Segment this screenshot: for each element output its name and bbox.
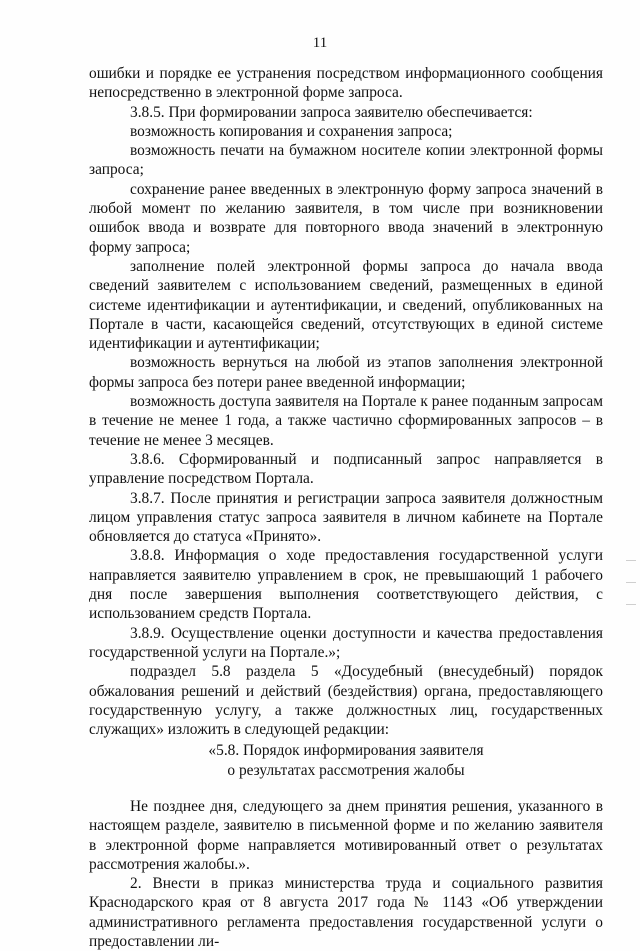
paragraph: 3.8.5. При формировании запроса заявителю обеспечивается: xyxy=(130,103,533,121)
section-heading-line-2: о результатах рассмотрения жалобы xyxy=(227,761,465,779)
page-number: 11 xyxy=(312,35,328,51)
paragraph: возможность доступа заявителя на Портале к ранее поданным запросам в течение не менее 1 года, а также частично сформированных запросов – в течение не менее 3 месяцев. xyxy=(89,393,603,449)
paragraph: заполнение полей электронной формы запроса до начала ввода сведений заявителем с использованием сведений, размещенных в единой системе идентификации и аутентификации, и сведений, опубликованных на Портале в части, касающейся сведений, отсутствующих в единой системе идентификации и аутентификации; xyxy=(89,257,603,353)
paragraph: 3.8.9. Осуществление оценки доступности и качества предоставления государственной услуги на Портале.»; xyxy=(89,624,603,661)
paragraph: 3.8.7. После принятия и регистрации запроса заявителя должностным лицом управления статус запроса заявителя в личном кабинете на Портале обновляется до статуса «Принято». xyxy=(89,489,603,546)
paragraph: 3.8.6. Сформированный и подписанный запрос направляется в управление посредством Портала. xyxy=(89,450,603,488)
margin-tick xyxy=(626,582,636,583)
paragraph: сохранение ранее введенных в электронную форму запроса значений в любой момент по желанию заявителя, в том числе при возникновении ошибок ввода и возврате для повторного ввода значений в электронную форму запроса; xyxy=(89,180,603,256)
paragraph: ошибки и порядке ее устранения посредством информационного сообщения непосредственно в электронной форме запроса. xyxy=(89,65,603,102)
paragraph: 3.8.8. Информация о ходе предоставления государственной услуги направляется заявителю управлением в срок, не превышающий 1 рабочего дня после завершения выполнения соответствующего действия, с использованием средств Портала. xyxy=(89,547,603,623)
spacer xyxy=(89,780,603,797)
paragraph: возможность печати на бумажном носителе копии электронной формы запроса; xyxy=(89,142,603,179)
paragraph: возможность копирования и сохранения запроса; xyxy=(130,122,453,140)
section-heading-line-1: «5.8. Порядок информирования заявителя xyxy=(208,742,484,760)
paragraph: 2. Внести в приказ министерства труда и социального развития Краснодарского края от 8 августа 2017 года № 1143 «Об утверждении административного регламента предоставления государственной услуги о предоставлении ли- xyxy=(89,875,603,951)
paragraph: подраздел 5.8 раздела 5 «Досудебный (внесудебный) порядок обжалования решений и действий (бездействия) органа, предоставляющего государственную услугу, а также должностных лиц, государственных служащих» изложить в следующей редакции: xyxy=(89,663,603,739)
margin-tick xyxy=(626,604,636,605)
document-body xyxy=(89,64,603,951)
paragraph: возможность вернуться на любой из этапов заполнения электронной формы запроса без потери ранее введенной информации; xyxy=(89,354,603,391)
margin-tick xyxy=(626,560,636,561)
paragraph: Не позднее дня, следующего за днем принятия решения, указанного в настоящем разделе, заявителю в письменной форме и по желанию заявителя в электронной форме направляется мотивированный ответ о результатах рассмотрения жалобы.». xyxy=(89,797,603,873)
